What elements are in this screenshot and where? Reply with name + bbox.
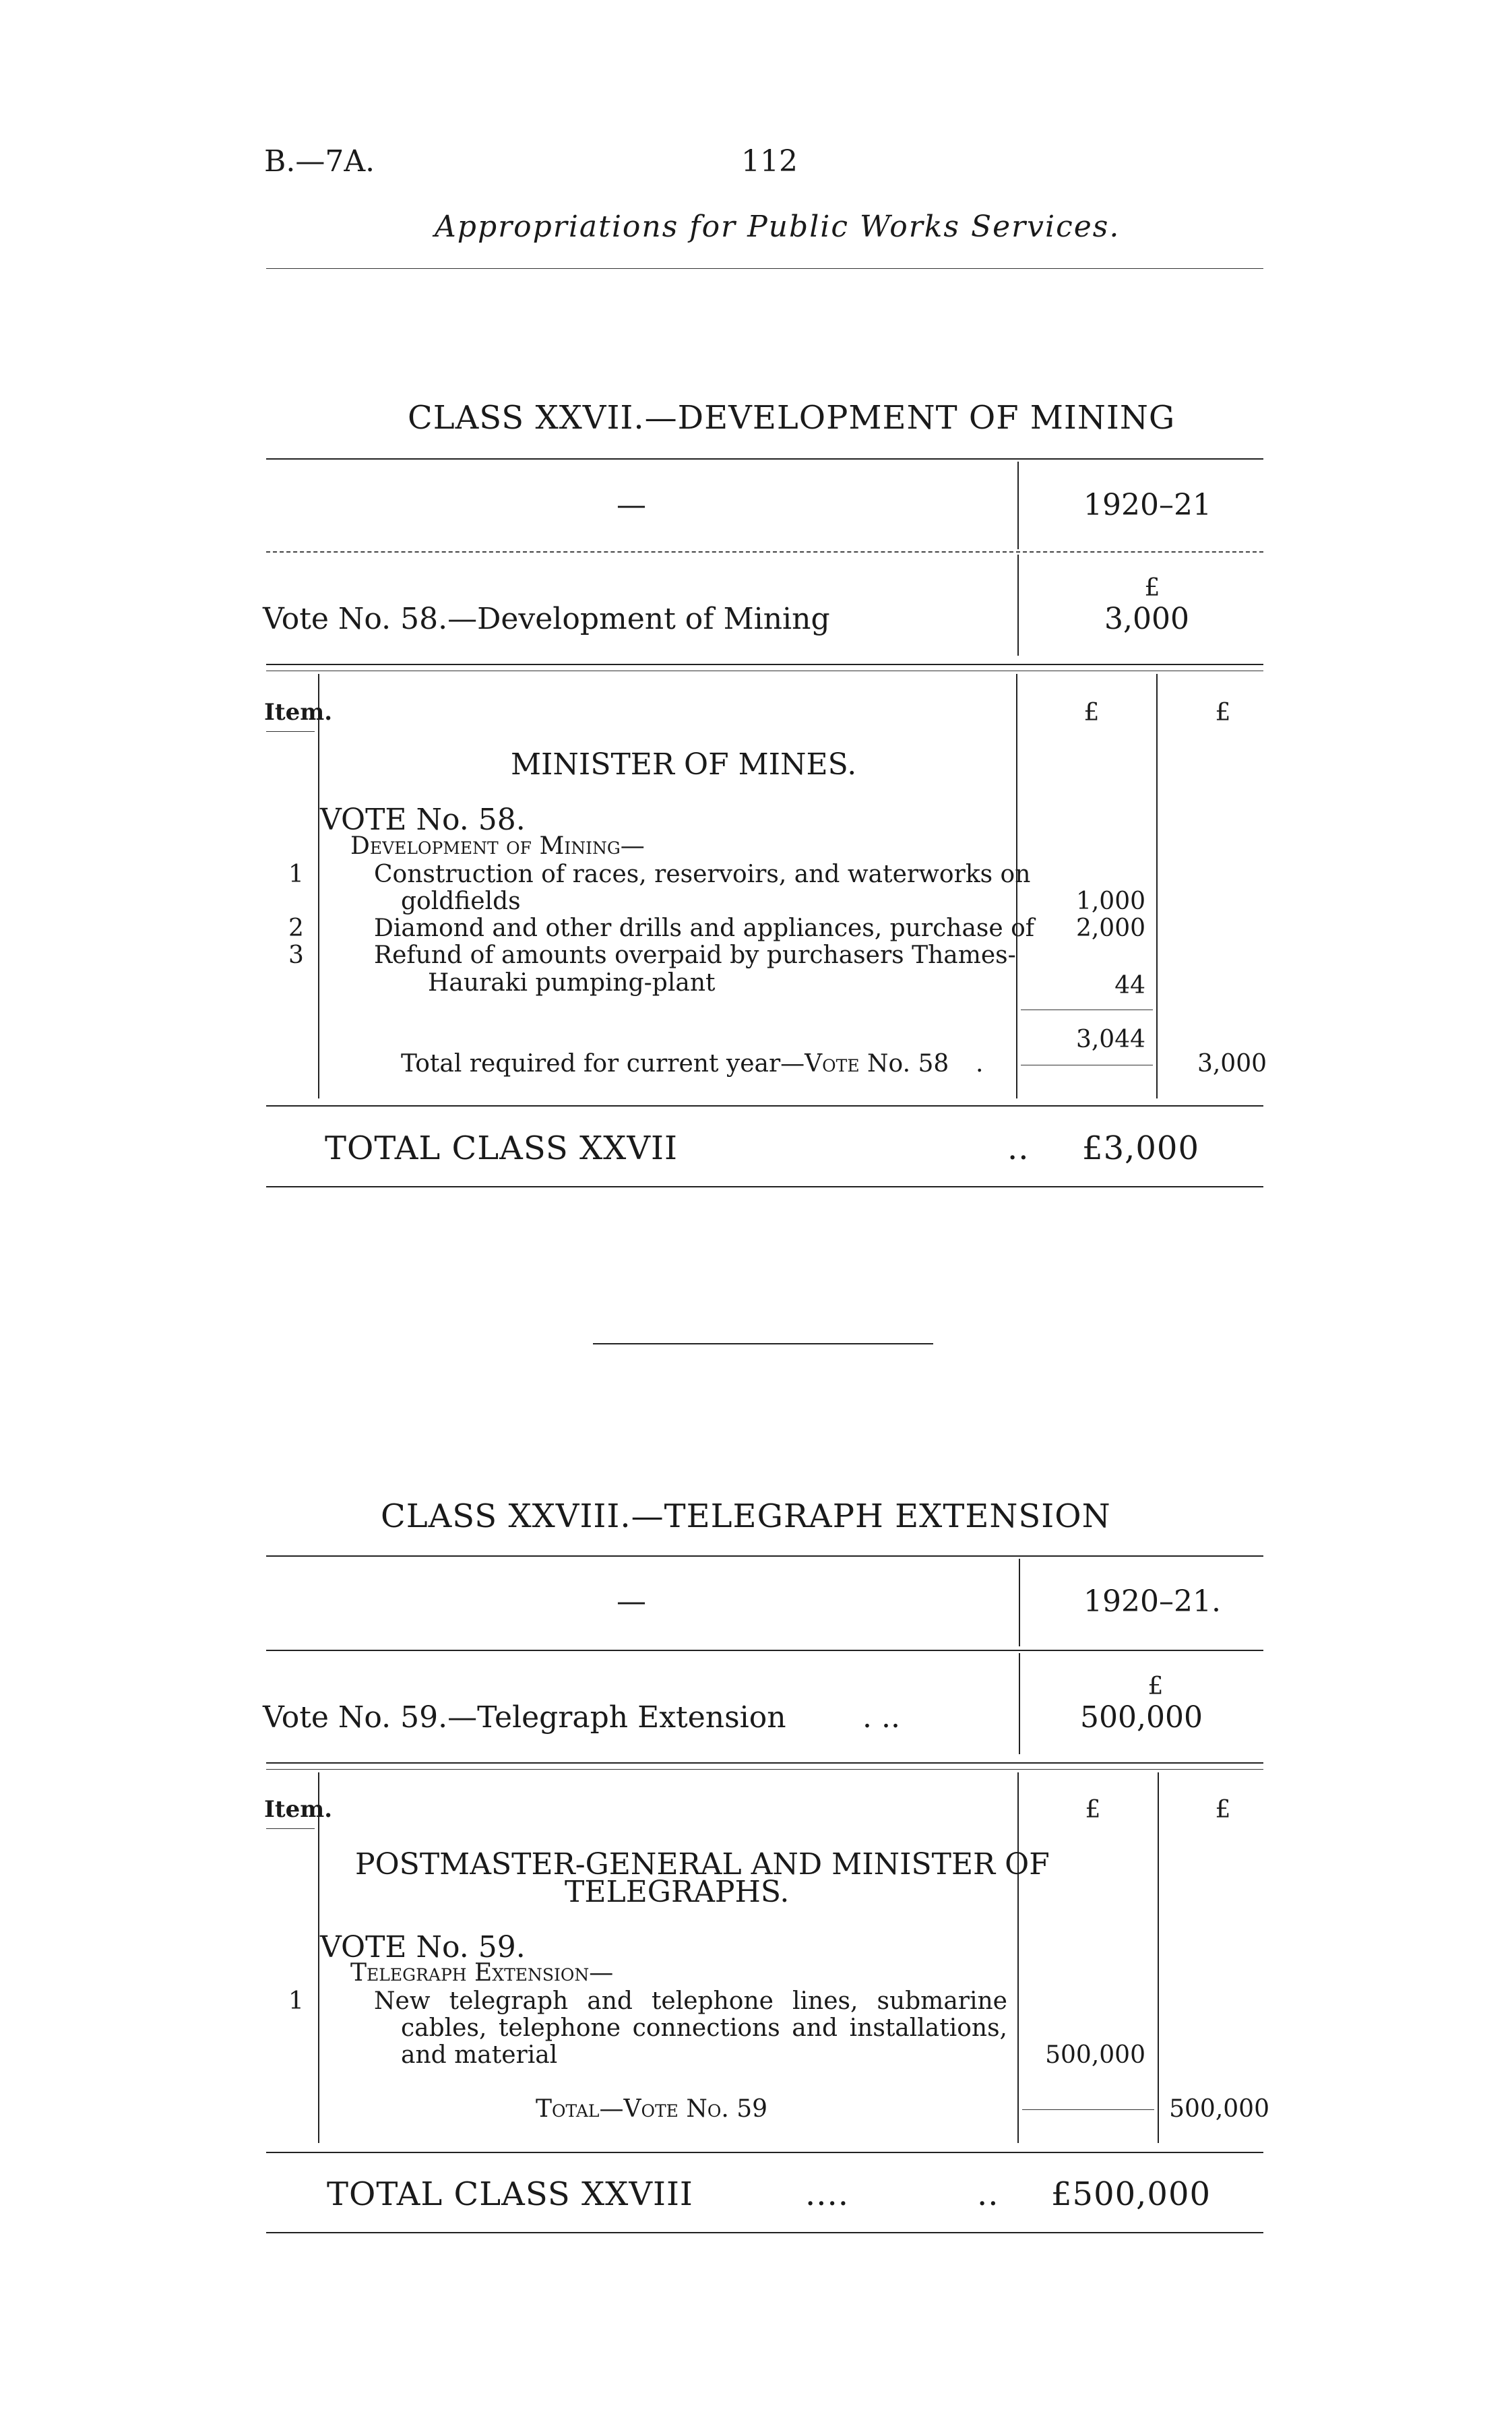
header-rule	[266, 268, 1263, 269]
vote-total-label-number: No. 58	[859, 1050, 949, 1078]
section-heading: POSTMASTER-GENERAL AND MINISTER OF	[355, 1847, 1050, 1882]
item-description-cont: cables, telephone connections and installations,	[401, 2014, 1007, 2042]
class28-total-label: TOTAL CLASS XXVIII	[327, 2175, 693, 2213]
table-rule	[266, 551, 1263, 553]
item-header-rule	[266, 1828, 315, 1829]
leader-dots: . ..	[862, 1700, 900, 1735]
section-separator	[593, 1343, 933, 1344]
item-description: New telegraph and telephone lines, submarine	[374, 1987, 1007, 2015]
column-divider	[318, 1772, 319, 2143]
summary-year-header: 1920–21.	[1083, 1584, 1221, 1619]
column-divider	[1017, 462, 1019, 549]
vote-label: VOTE No. 58.	[320, 803, 526, 837]
summary-vote-amount: 500,000	[1080, 1700, 1203, 1735]
item-amount: 44	[1114, 972, 1145, 999]
currency-header-1: £	[1083, 699, 1100, 726]
item-number: 1	[288, 861, 304, 888]
section-heading: MINISTER OF MINES.	[511, 747, 857, 782]
class27-total-amount: £3,000	[1082, 1129, 1199, 1167]
item-description-cont: and material	[401, 2041, 558, 2069]
item-description: Refund of amounts overpaid by purchasers Thames-	[374, 941, 1016, 969]
item-description-cont: Hauraki pumping-plant	[428, 969, 716, 997]
summary-vote-amount: 3,000	[1104, 602, 1189, 636]
item-column-header: Item.	[264, 699, 333, 726]
total-rule	[1022, 2109, 1154, 2110]
summary-currency: £	[1147, 1673, 1164, 1700]
leader-dot: .	[976, 1050, 984, 1078]
vote-subhead: Development of Mining—	[350, 832, 645, 860]
table-rule	[266, 1650, 1263, 1651]
vote-total-label: Total—Vote No. 59	[536, 2095, 768, 2123]
column-divider	[1019, 1559, 1020, 1646]
summary-dash: —	[617, 488, 646, 522]
vote-subhead: Telegraph Extension—	[350, 1959, 614, 1987]
vote-label: VOTE No. 59.	[320, 1930, 526, 1964]
leader-dots: ....	[805, 2175, 850, 2213]
table-rule	[266, 1769, 1263, 1770]
item-amount: 2,000	[1075, 914, 1145, 942]
item-description-cont: goldfields	[401, 888, 521, 915]
column-divider	[1019, 1653, 1020, 1754]
class28-title: CLASS XXVIII.—TELEGRAPH EXTENSION	[381, 1497, 1111, 1535]
table-rule	[266, 2232, 1263, 2233]
summary-year-header: 1920–21	[1083, 488, 1211, 522]
item-description: Diamond and other drills and appliances, purchase of	[374, 914, 1035, 942]
vote-total-label	[401, 1052, 949, 1076]
table-rule	[266, 1762, 1263, 1764]
item-amount: 1,000	[1075, 888, 1145, 915]
leader-dots: ..	[977, 2175, 999, 2213]
item-number: 1	[288, 1987, 304, 2015]
leader-dots: ..	[1007, 1129, 1030, 1167]
item-number: 3	[288, 941, 304, 969]
summary-vote-label: Vote No. 58.—Development of Mining	[263, 602, 830, 636]
table-rule	[266, 2152, 1263, 2153]
column-divider	[1017, 1772, 1019, 2143]
column-divider	[1158, 1772, 1159, 2143]
table-rule	[266, 1186, 1263, 1187]
table-rule	[266, 664, 1263, 665]
class27-title: CLASS XXVII.—DEVELOPMENT OF MINING	[408, 399, 1176, 437]
currency-header-1: £	[1085, 1796, 1101, 1824]
vote-total-amount: 3,000	[1197, 1050, 1267, 1078]
page-number: 112	[741, 144, 798, 179]
currency-header-2: £	[1215, 1796, 1231, 1824]
column-divider	[1017, 555, 1019, 656]
class27-total-label: TOTAL CLASS XXVII	[325, 1129, 678, 1167]
table-rule	[266, 1105, 1263, 1107]
page-subtitle: Appropriations for Public Works Services.	[435, 210, 1121, 244]
document-reference: B.—7A.	[264, 144, 375, 179]
subtotal-amount: 3,044	[1075, 1026, 1145, 1053]
summary-vote-label: Vote No. 59.—Telegraph Extension	[263, 1700, 786, 1735]
column-divider	[1156, 674, 1158, 1098]
class28-total-amount: £500,000	[1051, 2175, 1211, 2213]
item-amount: 500,000	[1045, 2041, 1145, 2069]
column-divider	[318, 674, 319, 1098]
section-heading-cont: TELEGRAPHS.	[565, 1875, 790, 1909]
item-column-header: Item.	[264, 1796, 333, 1823]
vote-total-amount: 500,000	[1169, 2095, 1269, 2123]
vote-total-label-vote: Vote	[805, 1050, 860, 1078]
summary-currency: £	[1144, 574, 1160, 602]
vote-total-label-text: Total required for current year—	[401, 1050, 805, 1078]
table-rule	[266, 1555, 1263, 1557]
currency-header-2: £	[1215, 699, 1231, 726]
table-rule	[266, 458, 1263, 460]
item-number: 2	[288, 914, 304, 942]
summary-dash: —	[617, 1584, 646, 1619]
item-description: Construction of races, reservoirs, and waterworks on	[374, 861, 1031, 888]
item-header-rule	[266, 731, 315, 732]
